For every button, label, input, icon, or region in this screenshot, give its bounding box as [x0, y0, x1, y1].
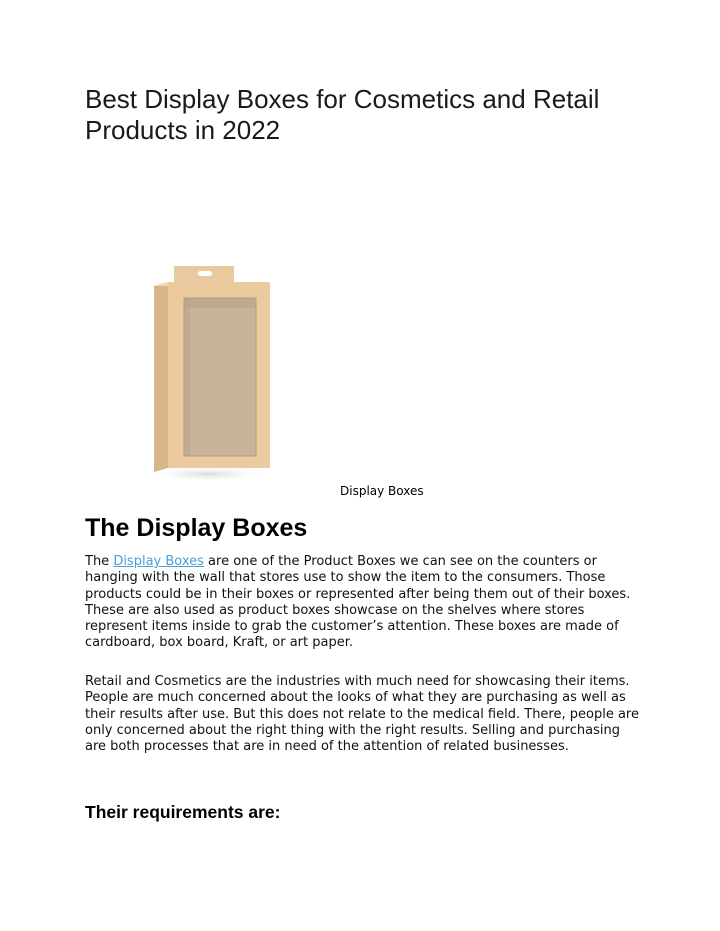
paragraph-2: Retail and Cosmetics are the industries with much need for showcasing their items. People are much concerned about the looks of what they are purchasing as well as their results after use. But this does not relate to the medical field. There, people are only concerned about the right thing with the right results. Selling and purchasing are both processes that are in need of the attention of related businesses.: [85, 674, 639, 755]
paragraph-1-text: are one of the Product Boxes we can see on the counters or hanging with the wall that stores use to show the item to the consumers. Those products could be in their boxes or represented after being them out of their boxes. These are also used as product boxes showcase on the shelves where stores represent items inside to grab the customer’s attention. These boxes are made of cardboard, box board, Kraft, or art paper.: [85, 554, 631, 651]
section-heading: The Display Boxes: [85, 514, 308, 542]
requirements-heading: Their requirements are:: [85, 802, 281, 822]
page-title: Best Display Boxes for Cosmetics and Retail Products in 2022: [85, 84, 600, 145]
paragraph-1: [85, 554, 645, 652]
display-boxes-link[interactable]: Display Boxes: [113, 554, 204, 569]
figure-caption: Display Boxes: [340, 484, 424, 498]
display-box-image: [148, 262, 278, 484]
display-box-icon: [148, 262, 278, 484]
paragraph-1-prefix: The: [85, 554, 114, 569]
